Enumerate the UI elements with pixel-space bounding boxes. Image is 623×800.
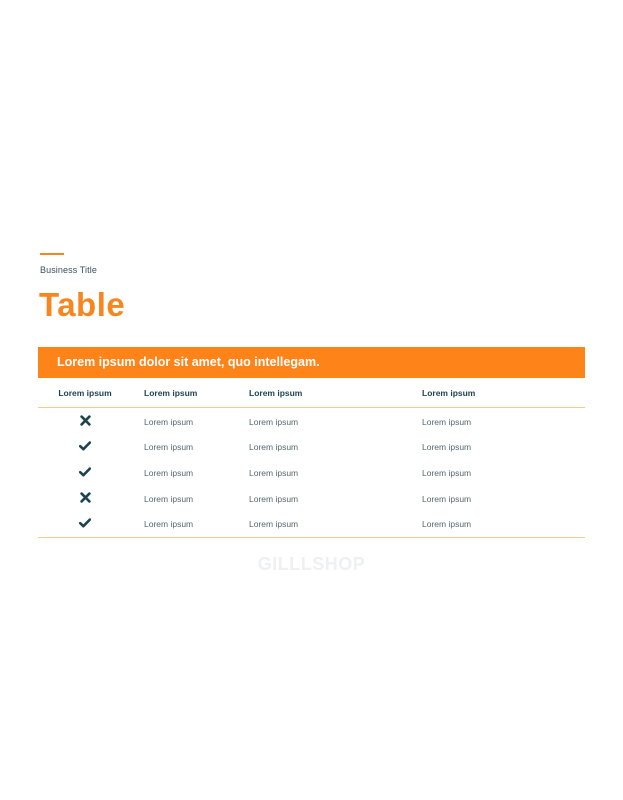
column-header: Lorem ipsum [38, 378, 132, 408]
table-row [38, 511, 585, 537]
table-cell: Lorem ipsum [422, 511, 585, 537]
table-cell: Lorem ipsum [422, 442, 472, 453]
status-cell [38, 408, 132, 435]
table-row [38, 486, 585, 512]
page-title: Table [39, 286, 126, 323]
data-table [38, 378, 585, 538]
column-header: Lorem ipsum [132, 378, 249, 408]
table-cell: Lorem ipsum [249, 442, 299, 453]
table-cell: Lorem ipsum [249, 493, 299, 504]
status-cell [38, 511, 132, 537]
table-cell: Lorem ipsum [144, 416, 194, 427]
column-header: Lorem ipsum [422, 378, 585, 408]
status-cell [38, 460, 132, 486]
table-cell: Lorem ipsum [249, 416, 299, 427]
table-banner: Lorem ipsum dolor sit amet, quo intellegam. [38, 347, 585, 378]
table-cell: Lorem ipsum [132, 511, 249, 537]
check-icon [79, 467, 91, 479]
table-row [38, 435, 585, 461]
status-cell [38, 435, 132, 461]
business-title: Business Title [40, 265, 97, 275]
table-cell: Lorem ipsum [144, 442, 194, 453]
table-row [38, 460, 585, 486]
table-cell: Lorem ipsum [144, 467, 194, 478]
watermark: GILLLSHOP [257, 554, 366, 574]
table-cell: Lorem ipsum [249, 511, 422, 537]
cross-icon [80, 492, 91, 505]
table-cell: Lorem ipsum [422, 416, 472, 427]
status-cell [38, 486, 132, 512]
table-header-row [38, 378, 585, 408]
table-cell: Lorem ipsum [422, 467, 472, 478]
column-header: Lorem ipsum [249, 378, 422, 408]
table-cell: Lorem ipsum [422, 493, 472, 504]
cross-icon [80, 415, 91, 428]
check-icon [79, 518, 91, 530]
table-row [38, 408, 585, 435]
accent-line [40, 253, 64, 255]
table-cell: Lorem ipsum [249, 467, 299, 478]
table-cell: Lorem ipsum [144, 493, 194, 504]
check-icon [79, 441, 91, 453]
